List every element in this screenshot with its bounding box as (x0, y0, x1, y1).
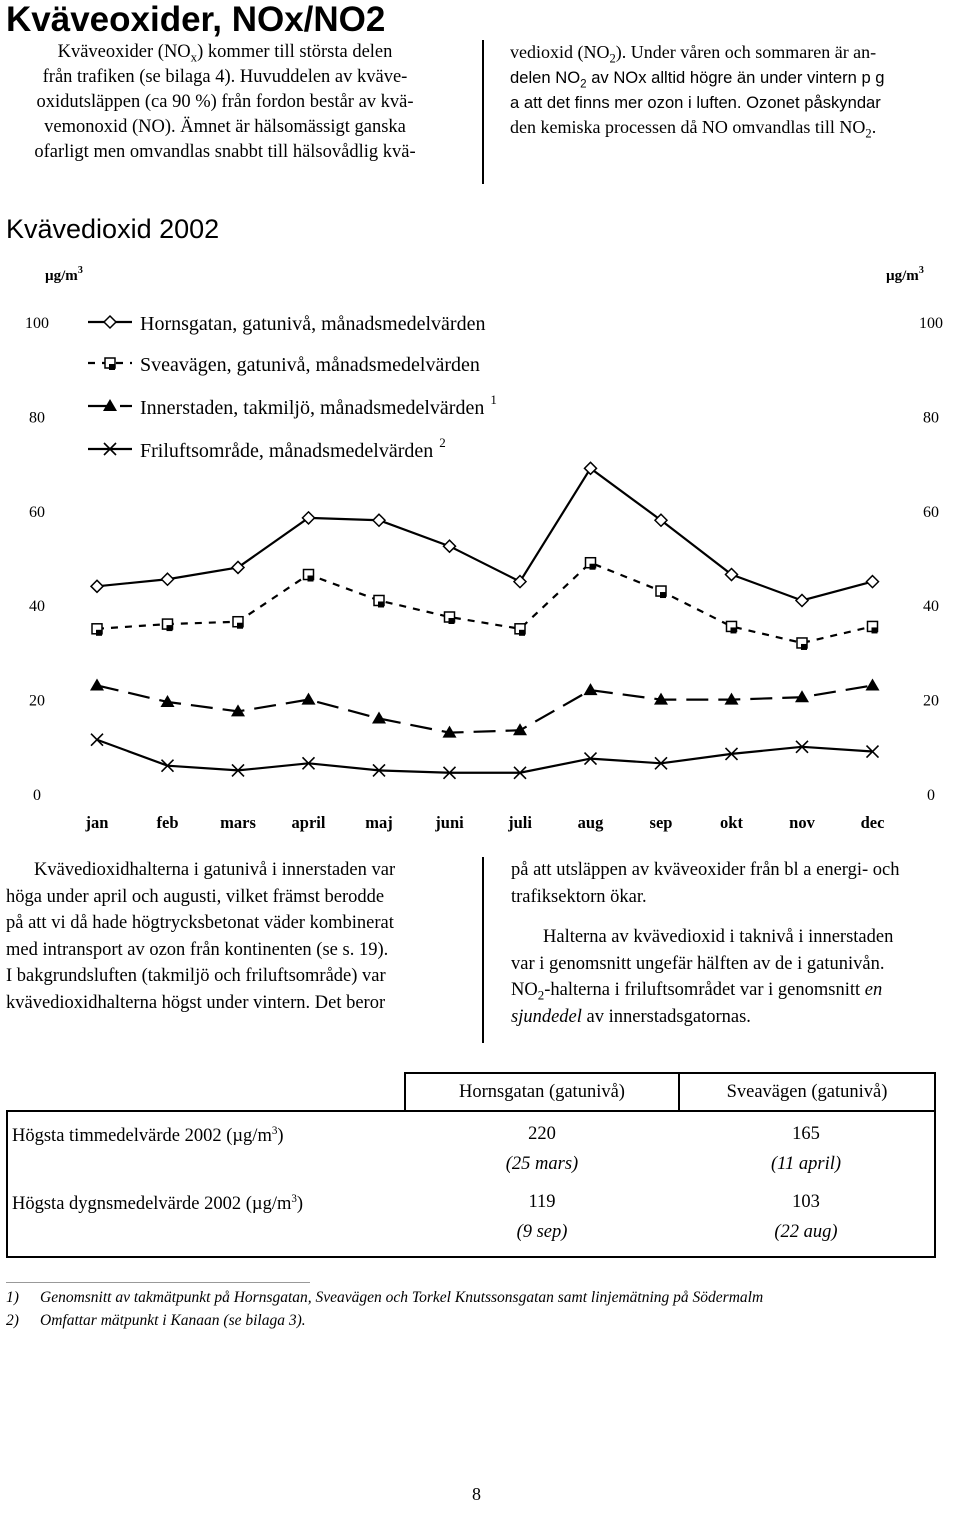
y-tick-left: 20 (29, 692, 45, 710)
series-line (97, 685, 873, 732)
x-tick-label: dec (860, 813, 885, 832)
body-right-line: $NO_2$-halterna i friluftsområdet var i genomsnitt en (511, 980, 883, 1003)
series-line (97, 468, 873, 600)
summary-label: Högsta timmedelvärde 2002 $(\mu g/m^3)$ (12, 1124, 284, 1146)
data-point (444, 540, 456, 552)
chart-title: Kvävedioxid 2002 (6, 214, 220, 244)
x-tick-label: mars (220, 813, 256, 832)
footnote-mark: 1) (6, 1289, 19, 1306)
summary-value: 119 (528, 1192, 556, 1212)
legend-label: Sveavägen, gatunivå, månadsmedelvärden (140, 354, 480, 376)
body-left-paragraph (6, 857, 466, 1016)
summary-date: (22 aug) (774, 1222, 838, 1242)
series-line (97, 563, 873, 643)
y-tick-right: 60 (923, 503, 939, 521)
summary-value: 165 (792, 1124, 820, 1144)
body-left-line: I bakgrundsluften (takmiljö och friluftsområde) var (6, 966, 386, 986)
data-point-shadow (96, 630, 102, 636)
column-divider (482, 40, 484, 184)
data-point (302, 693, 316, 705)
legend-entry (88, 435, 446, 462)
header-sveavagen: Sveavägen (gatunivå) (726, 1082, 888, 1102)
y-tick-right: 40 (923, 598, 939, 616)
y-tick-left: 100 (25, 315, 49, 332)
body-right-line: sjundedel av innerstadsgatornas. (511, 1006, 751, 1027)
intro-left-line: ofarligt men omvandlas snabbt till hälsovådlig kvä- (34, 142, 416, 162)
y-tick-right: 100 (919, 315, 943, 332)
data-point (373, 514, 385, 526)
x-tick-label: okt (720, 813, 743, 832)
data-point-shadow (660, 592, 666, 598)
summary-date: (9 sep) (516, 1222, 568, 1242)
footnote-rule (6, 1282, 310, 1283)
x-tick-label: april (291, 813, 326, 832)
data-point (867, 576, 879, 588)
intro-right-line: den kemiska processen då NO omvandlas till $NO_2$. (510, 117, 877, 141)
summary-value: 220 (528, 1124, 556, 1144)
summary-date: (25 mars) (505, 1154, 579, 1174)
page-title: Kväveoxider, NOx/NO2 (6, 0, 386, 39)
body-right-line: trafiksektorn ökar. (511, 886, 647, 907)
x-tick-label: jan (85, 813, 109, 832)
summary-body (6, 1110, 936, 1258)
y-tick-left: 60 (29, 503, 45, 521)
summary-date: (11 april) (770, 1154, 842, 1174)
intro-left-line: från trafiken (se bilaga 4). Huvuddelen av kväve- (42, 67, 408, 87)
y-tick-right: 20 (923, 692, 939, 710)
data-point (372, 711, 386, 723)
legend-label: Friluftsområde, månadsmedelvärden $^2$ (140, 435, 446, 462)
summary-header-row (404, 1072, 936, 1112)
data-point-shadow (519, 630, 525, 636)
column-divider (482, 857, 484, 1043)
body-left-line: med intransport av ozon från kontinenten (se s. 19). (6, 939, 389, 960)
body-right-line: på att utsläppen av kväveoxider från bl a energi- och (511, 860, 900, 880)
legend-label: Hornsgatan, gatunivå, månadsmedelvärden (140, 313, 486, 335)
footnote (6, 1309, 956, 1332)
data-point (795, 690, 809, 702)
x-tick-label: juli (508, 813, 532, 832)
data-point-shadow (378, 601, 384, 607)
summary-value: 103 (792, 1192, 820, 1212)
y-tick-left: 0 (33, 787, 41, 804)
x-tick-label: maj (365, 813, 393, 832)
page-number: 8 (472, 1484, 481, 1504)
x-tick-label: nov (789, 813, 815, 832)
body-left-line: på att vi då hade högtrycksbetonat väder kombinerat (6, 913, 394, 933)
data-point-shadow (731, 627, 737, 633)
series-x (91, 734, 879, 779)
footnotes (6, 1286, 956, 1332)
intro-right-line: a att det finns mer ozon i luften. Ozonet påskyndar (510, 93, 881, 112)
data-point-shadow (237, 623, 243, 629)
y-tick-left: 40 (29, 598, 45, 616)
x-tick-label: aug (577, 813, 604, 832)
data-point (91, 580, 103, 592)
summary-label: Högsta dygnsmedelvärde 2002 $(\mu g/m^3)$ (12, 1192, 304, 1214)
x-tick-label: sep (649, 813, 673, 832)
data-point-shadow (801, 644, 807, 650)
intro-right-line: delen $NO_2$ av NOx alltid högre än under vintern p g (510, 68, 885, 91)
data-point (513, 723, 527, 735)
data-point (90, 678, 104, 690)
data-point (514, 576, 526, 588)
footnote-mark: 2) (6, 1312, 19, 1329)
legend-entry (88, 354, 480, 376)
no2-line-chart (0, 250, 960, 840)
body-right-paragraph (511, 857, 960, 1030)
data-point (162, 573, 174, 585)
data-point-shadow (872, 627, 878, 633)
series-diamond (91, 462, 879, 606)
body-right-line: Halterna av kvävedioxid i taknivå i innerstaden (543, 927, 894, 947)
y-tick-right: 0 (927, 787, 935, 804)
series-line (97, 740, 873, 773)
data-point-shadow (449, 618, 455, 624)
legend-marker-shadow (109, 364, 115, 370)
intro-left-line: vemonoxid (NO). Ämnet är hälsomässigt ganska (44, 117, 406, 137)
data-point-shadow (308, 576, 314, 582)
y-axis-unit-left: $\mu g/m^3$ (45, 265, 83, 284)
y-tick-right: 80 (923, 409, 939, 427)
intro-right-line: vedioxid $(NO_2)$. Under våren och sommaren är an- (510, 42, 877, 66)
data-point (866, 678, 880, 690)
y-axis-unit-right: $\mu g/m^3$ (886, 265, 924, 284)
legend-label: Innerstaden, takmiljö, månadsmedelvärden $^1$ (140, 392, 497, 419)
data-point-shadow (590, 564, 596, 570)
x-tick-label: juni (435, 813, 464, 832)
legend-entry (88, 392, 497, 419)
legend-entry (88, 313, 485, 335)
header-hornsgatan: Hornsgatan (gatunivå) (406, 1074, 680, 1110)
body-left-line: Kvävedioxidhalterna i gatunivå i innerstaden var (34, 860, 396, 880)
intro-left-line: Kväveoxider $(NO_x)$ kommer till största delen (57, 42, 393, 65)
data-point (584, 683, 598, 695)
body-left-line: höga under april och augusti, vilket främst berodde (6, 886, 385, 907)
footnote-text: Genomsnitt av takmätpunkt på Hornsgatan, Sveavägen och Torkel Knutssonsgatan samt linjemätning på Södermalm (40, 1289, 764, 1306)
data-point (796, 594, 808, 606)
footnote (6, 1286, 956, 1309)
data-point-shadow (167, 625, 173, 631)
intro-left-paragraph (6, 40, 444, 165)
y-tick-left: 80 (29, 409, 45, 427)
intro-right-paragraph (510, 40, 958, 140)
x-tick-label: feb (156, 813, 179, 832)
series-triangle (90, 678, 880, 737)
legend-marker (104, 316, 116, 328)
intro-left-line: oxidutsläppen (ca 90 %) från fordon består av kvä- (36, 92, 414, 112)
body-right-line: var i genomsnitt ungefär hälften av de i gatunivån. (511, 953, 885, 974)
body-left-line: kvävedioxidhalterna högst under vintern. Det beror (6, 992, 386, 1013)
data-point (91, 734, 103, 746)
footnote-text: Omfattar mätpunkt i Kanaan (se bilaga 3). (40, 1312, 306, 1329)
